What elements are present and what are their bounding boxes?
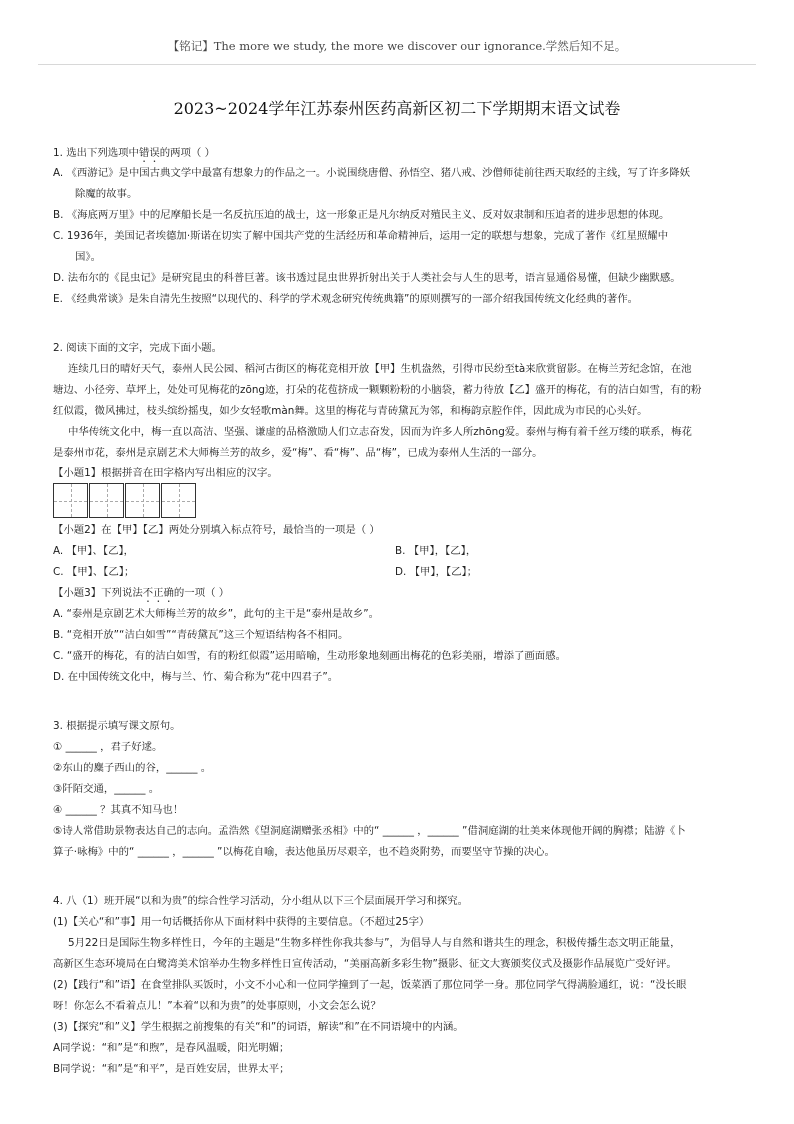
q2-passage-p1-line1: 连续几日的晴好天气，泰州人民公园、稻河古街区的梅花竞相开放【甲】生机盎然，引得市民纷至tà来欣赏留影。在梅兰芳纪念馆，在池: [68, 363, 692, 375]
q4-material-line2: 高新区生态环境局在白鹭湾美术馆举办生物多样性日宣传活动，“美丽高新多彩生物”摄影、征文大赛颁奖仪式及摄影作品展览广受好评。: [53, 958, 677, 970]
q2-sub3-option-c: C. “盛开的梅花，有的洁白如雪，有的粉红似霞”运用暗喻，生动形象地刻画出梅花的色彩美丽，增添了画面感。: [53, 650, 566, 662]
q3-item2: ②东山的麋子西山的谷，______ 。: [53, 762, 212, 774]
q2-sub2-option-a: A. 【甲】、【乙】，: [53, 545, 135, 557]
tianzige-cell[interactable]: [53, 483, 88, 518]
q2-sub3-emphasis: 不正确: [142, 587, 174, 599]
q4-stem: 4. 八（1）班开展“以和为贵”的综合性学习活动，分小组从以下三个层面展开学习和探究。: [53, 895, 469, 907]
q3-item1: ① ______ ，君子好逑。: [53, 741, 163, 753]
page-title: 2023~2024学年江苏泰州医药高新区初二下学期期末语文试卷: [173, 99, 621, 118]
q3-stem: 3. 根据提示填写课文原句。: [53, 720, 181, 732]
tianzige-cell[interactable]: [89, 483, 124, 518]
q4-sub3: (3)【探究“和”义】学生根据之前搜集的有关“和”的词语，解读“和”在不同语境中的内涵。: [53, 1021, 464, 1033]
q2-sub1: 【小题1】根据拼音在田字格内写出相应的汉字。: [53, 467, 278, 479]
q2-passage-p2-line1: 中华传统文化中，梅一直以高洁、坚强、谦虚的品格激励人们立志奋发，因而为许多人所zhōng爱。泰州与梅有着千丝万缕的联系，梅花: [68, 426, 692, 438]
q2-sub2-option-b: B. 【甲】，【乙】，: [395, 545, 477, 557]
q3-item3: ③阡陌交通，______ 。: [53, 783, 160, 795]
q1-option-c-line2: 国》。: [75, 251, 101, 263]
tianzige-grid: [53, 483, 197, 518]
q2-sub2: 【小题2】在【甲】【乙】两处分别填入标点符号，最恰当的一项是（ ）: [53, 524, 380, 536]
q1-option-a-line2: 除魔的故事。: [75, 188, 138, 200]
q3-item5-line1: ⑤诗人常借助景物表达自己的志向。孟浩然《望洞庭湖赠张丞相》中的“ ______ ，______ ”借洞庭湖的壮美来体现他开阔的胸襟；陆游《卜: [53, 825, 686, 837]
header-motto: 【铭记】The more we study, the more we discover our ignorance.学然后知不足。: [167, 39, 627, 53]
q4-student-b: B同学说：“和”是“和平”，是百姓安居，世界太平；: [53, 1063, 290, 1075]
q1-option-c-line1: C. 1936年，美国记者埃德加·斯诺在切实了解中国共产党的生活经历和革命精神后，运用一定的联想与想象，完成了著作《红星照耀中: [53, 230, 669, 242]
q1-option-e: E. 《经典常谈》是朱自清先生按照“以现代的、科学的学术观念研究传统典籍”的原则撰写的一部介绍我国传统文化经典的著作。: [53, 293, 639, 305]
header-divider: [38, 64, 756, 65]
q4-sub1: (1)【关心“和”事】用一句话概括你从下面材料中获得的主要信息。（不超过25字）: [53, 916, 430, 928]
q1-stem-part2: 的两项（ ）: [159, 147, 215, 159]
q2-passage-p2-line2: 是泰州市花，泰州是京剧艺术大师梅兰芳的故乡，爱“梅”、看“梅”、品“梅”，已成为泰州人生活的一部分。: [53, 447, 543, 459]
q2-sub2-option-d: D. 【甲】，【乙】；: [395, 566, 478, 578]
q1-stem-part1: 1. 选出下列选项中: [53, 147, 139, 159]
tianzige-cell[interactable]: [125, 483, 160, 518]
q1-stem-emphasis: 错误: [138, 147, 160, 159]
q4-material-line1: 5月22日是国际生物多样性日，今年的主题是“生物多样性你我共参与”，为倡导人与自然和谐共生的理念，积极传播生态文明正能量，: [68, 937, 681, 949]
q3-item4: ④ ______ ？其真不知马也！: [53, 804, 184, 816]
q1-stem: [53, 146, 215, 165]
q2-sub3: [53, 586, 229, 605]
q3-item5-line2: 算子·咏梅》中的“ ______ ，______ ”以梅花自喻，表达他虽历尽艰辛，也不趋炎附势，而要坚守节操的决心。: [53, 846, 555, 858]
q4-student-a: A同学说：“和”是“和煦”，是春风温暖，阳光明媚；: [53, 1042, 290, 1054]
q2-sub3-part1: 【小题3】下列说法: [53, 587, 143, 599]
q2-sub3-option-d: D. 在中国传统文化中，梅与兰、竹、菊合称为“花中四君子”。: [53, 671, 339, 683]
q2-sub3-option-a: A. “泰州是京剧艺术大师梅兰芳的故乡”，此句的主干是“泰州是故乡”。: [53, 608, 379, 620]
tianzige-cell[interactable]: [161, 483, 196, 518]
q2-passage-p1-line2: 塘边、小径旁、草坪上，处处可见梅花的zōng迹，打朵的花苞挤成一颗颗粉粉的小脑袋，蓄力待放【乙】盛开的梅花，有的洁白如雪，有的粉: [53, 384, 702, 396]
q2-sub3-option-b: B. “竞相开放”“洁白如雪”“青砖黛瓦”这三个短语结构各不相同。: [53, 629, 349, 641]
q2-stem: 2. 阅读下面的文字，完成下面小题。: [53, 342, 223, 354]
q1-option-d: D. 法布尔的《昆虫记》是研究昆虫的科普巨著。该书透过昆虫世界折射出关于人类社会与人生的思考，语言显通俗易懂，但缺少幽默感。: [53, 272, 681, 284]
q2-sub2-option-c: C. 【甲】、【乙】；: [53, 566, 135, 578]
q2-passage-p1-line3: 红似霞，微风拂过，枝头缤纷摇曳，如少女轻歌màn舞。这里的梅花与青砖黛瓦为邻，和梅韵京腔作伴，因此成为市民的心头好。: [53, 405, 648, 417]
q1-option-a-line1: A. 《西游记》是中国古典文学中最富有想象力的作品之一。小说围绕唐僧、孙悟空、猪八戒、沙僧师徒前往西天取经的主线，写了许多降妖: [53, 167, 690, 179]
q4-sub2-line1: (2)【践行“和”语】在食堂排队买饭时，小文不小心和一位同学撞到了一起，饭菜洒了那位同学一身。那位同学气得满脸通红，说：“没长眼: [53, 979, 687, 991]
q4-sub2-line2: 呀！你怎么不看着点儿！”本着“以和为贵”的处事原则，小文会怎么说？: [53, 1000, 381, 1012]
q1-option-b: B. 《海底两万里》中的尼摩船长是一名反抗压迫的战士，这一形象正是凡尔纳反对殖民主义、反对奴隶制和压迫者的进步思想的体现。: [53, 209, 670, 221]
q2-sub3-part2: 的一项（ ）: [173, 587, 230, 599]
